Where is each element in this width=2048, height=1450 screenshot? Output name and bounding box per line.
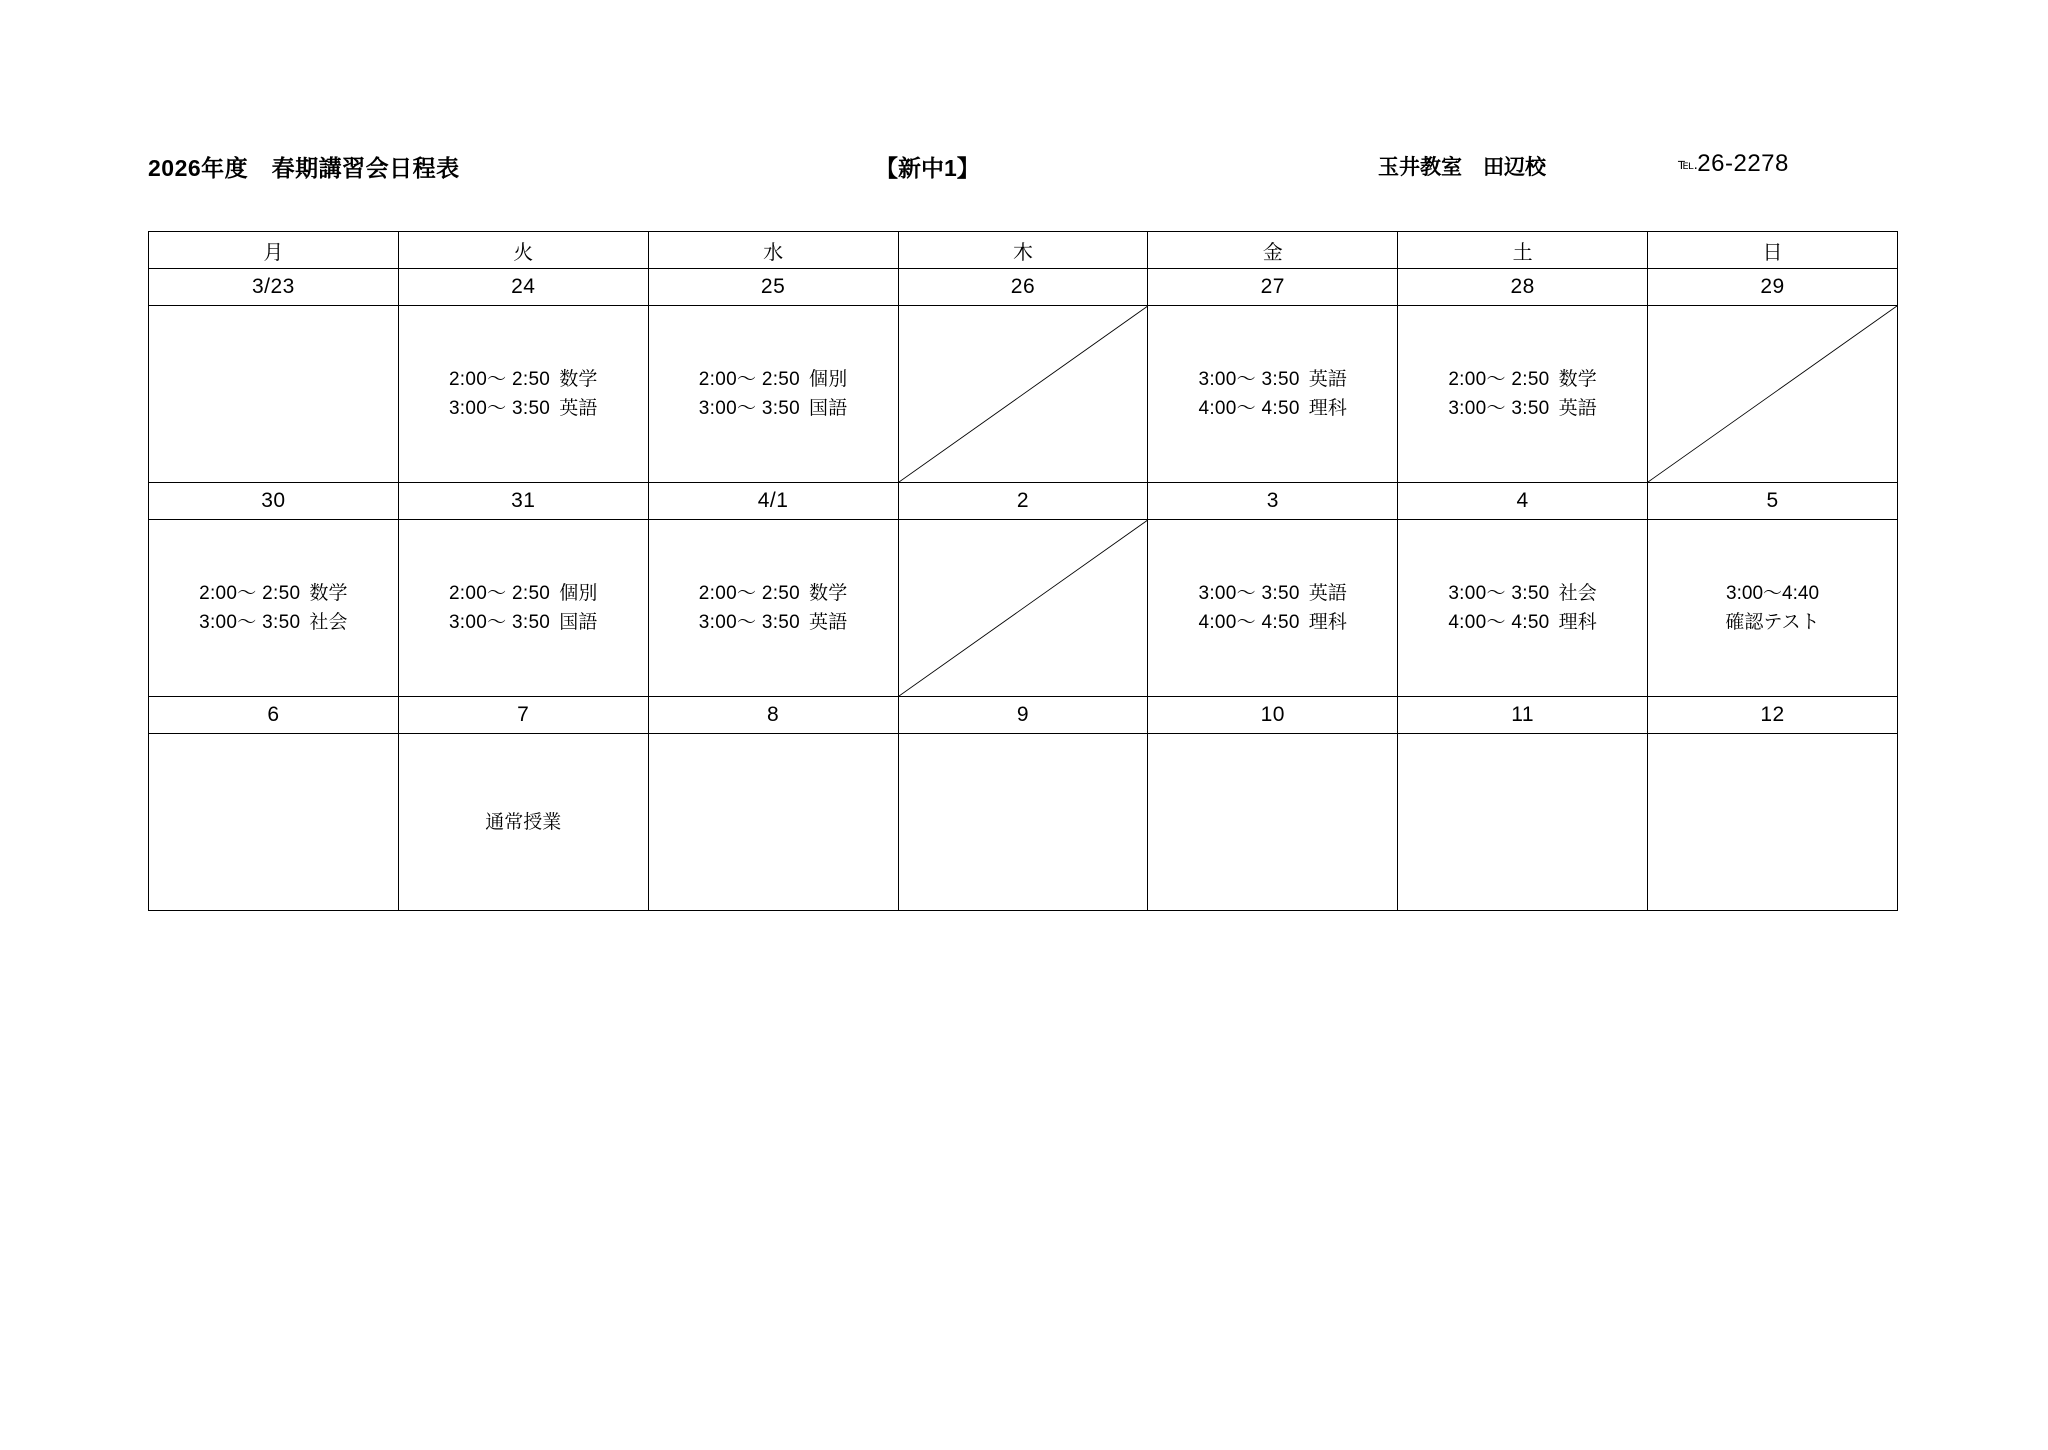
date-cell: 4/1 (648, 483, 898, 520)
document-header (148, 150, 1908, 190)
test-cell (1648, 520, 1898, 697)
date-cell: 7 (398, 697, 648, 734)
lesson-time: 2:00〜 2:50 (448, 369, 551, 390)
lesson-line (1198, 365, 1347, 394)
lesson-line (1198, 394, 1347, 423)
diagonal-strike (899, 306, 1148, 482)
date-cell: 28 (1398, 269, 1648, 306)
empty-cell (149, 306, 399, 483)
date-row (149, 269, 1898, 306)
date-cell: 3/23 (149, 269, 399, 306)
weekday-header-cell: 土 (1398, 232, 1648, 269)
lesson-line (449, 365, 598, 394)
lesson-subject: 英語 (809, 612, 848, 633)
lesson-subject: 英語 (1308, 369, 1348, 390)
lesson-time: 2:00〜 2:50 (448, 583, 551, 604)
lesson-time: 3:00〜 3:50 (1448, 398, 1550, 419)
date-cell: 11 (1398, 697, 1648, 734)
lesson-line (199, 579, 348, 608)
empty-cell (898, 734, 1148, 911)
schedule-row (149, 734, 1898, 911)
schedule-row (149, 306, 1898, 483)
lesson-time: 3:00〜 3:50 (698, 398, 801, 419)
lesson-time: 3:00〜 3:50 (448, 398, 551, 419)
lesson-subject: 理科 (1308, 612, 1348, 633)
empty-cell (648, 734, 898, 911)
date-cell: 9 (898, 697, 1148, 734)
empty-cell (1398, 734, 1648, 911)
lesson-cell (1398, 520, 1648, 697)
lesson-line (449, 579, 598, 608)
lesson-time: 3:00〜 3:50 (1448, 583, 1550, 604)
no-class-cell (1648, 306, 1898, 483)
diagonal-line-icon (899, 520, 1148, 696)
lesson-subject: 英語 (1558, 398, 1597, 419)
date-cell: 27 (1148, 269, 1398, 306)
lesson-subject: 理科 (1558, 612, 1597, 633)
date-cell: 24 (398, 269, 648, 306)
lesson-time: 3:00〜 3:50 (1198, 369, 1300, 390)
date-cell: 10 (1148, 697, 1398, 734)
date-cell: 2 (898, 483, 1148, 520)
lesson-line (199, 608, 348, 637)
empty-cell (1648, 734, 1898, 911)
date-cell: 4 (1398, 483, 1648, 520)
lesson-line (699, 394, 848, 423)
schedule-row (149, 520, 1898, 697)
lesson-subject: 国語 (559, 612, 598, 633)
lesson-subject: 社会 (309, 612, 348, 633)
lesson-line (449, 394, 598, 423)
weekday-header-cell: 木 (898, 232, 1148, 269)
empty-cell-content (149, 306, 398, 482)
date-cell: 30 (149, 483, 399, 520)
date-row (149, 697, 1898, 734)
diagonal-line-icon (1648, 306, 1897, 482)
test-line: 確認テスト (1725, 612, 1820, 633)
date-cell: 6 (149, 697, 399, 734)
lesson-line (1448, 365, 1597, 394)
lesson-subject: 個別 (559, 583, 598, 604)
lesson-cell (398, 520, 648, 697)
lesson-time: 2:00〜 2:50 (199, 583, 301, 604)
date-cell: 8 (648, 697, 898, 734)
lesson-subject: 数学 (559, 369, 598, 390)
lesson-cell (149, 520, 399, 697)
lesson-subject: 数学 (1558, 369, 1597, 390)
diagonal-strike (899, 520, 1148, 696)
page-title: 2026年度 春期講習会日程表 (148, 155, 460, 181)
empty-cell-content (899, 734, 1148, 910)
lesson-line (699, 608, 848, 637)
empty-cell-content (149, 734, 398, 910)
school-name: 玉井教室 田辺校 (1378, 156, 1546, 179)
lesson-time: 4:00〜 4:50 (1198, 398, 1300, 419)
lesson-time: 3:00〜 3:50 (1198, 583, 1300, 604)
note-cell (398, 734, 648, 911)
date-cell: 3 (1148, 483, 1398, 520)
lesson-subject: 英語 (559, 398, 598, 419)
lesson-cell (648, 306, 898, 483)
telephone (1678, 150, 1789, 178)
lesson-line (1198, 579, 1347, 608)
note-text: 通常授業 (485, 811, 562, 833)
lesson-time: 4:00〜 4:50 (1448, 612, 1550, 633)
date-cell: 31 (398, 483, 648, 520)
weekday-header-cell: 日 (1648, 232, 1898, 269)
empty-cell-content (649, 734, 898, 910)
weekday-header-cell: 水 (648, 232, 898, 269)
lesson-line (449, 608, 598, 637)
test-line: 3:00〜4:40 (1726, 583, 1820, 604)
date-cell: 5 (1648, 483, 1898, 520)
lesson-time: 4:00〜 4:50 (1198, 612, 1300, 633)
tel-label: ℡. (1678, 156, 1698, 173)
lesson-time: 2:00〜 2:50 (698, 369, 801, 390)
date-row (149, 483, 1898, 520)
lesson-line (699, 579, 848, 608)
date-cell: 26 (898, 269, 1148, 306)
lesson-cell (648, 520, 898, 697)
date-cell: 12 (1648, 697, 1898, 734)
lesson-time: 3:00〜 3:50 (448, 612, 551, 633)
lesson-cell (1148, 306, 1398, 483)
lesson-line (1198, 608, 1347, 637)
diagonal-line-icon (899, 306, 1148, 482)
lesson-line (1448, 579, 1597, 608)
weekday-header-cell: 火 (398, 232, 648, 269)
date-cell: 25 (648, 269, 898, 306)
tel-number: 26-2278 (1697, 150, 1789, 177)
lesson-cell (1398, 306, 1648, 483)
lesson-time: 2:00〜 2:50 (1448, 369, 1550, 390)
empty-cell (1148, 734, 1398, 911)
diagonal-strike (1648, 306, 1897, 482)
empty-cell-content (1648, 734, 1897, 910)
lesson-line (699, 365, 848, 394)
lesson-subject: 個別 (809, 369, 848, 390)
weekday-header-cell: 金 (1148, 232, 1398, 269)
lesson-subject: 英語 (1308, 583, 1348, 604)
lesson-time: 3:00〜 3:50 (698, 612, 801, 633)
weekday-header-cell: 月 (149, 232, 399, 269)
lesson-time: 3:00〜 3:50 (199, 612, 301, 633)
weekday-header-row (149, 232, 1898, 269)
lesson-subject: 国語 (809, 398, 848, 419)
no-class-cell (898, 306, 1148, 483)
grade-label: 【新中1】 (875, 155, 980, 181)
lesson-cell (1148, 520, 1398, 697)
lesson-time: 2:00〜 2:50 (698, 583, 801, 604)
empty-cell (149, 734, 399, 911)
empty-cell-content (1398, 734, 1647, 910)
lesson-line (1448, 394, 1597, 423)
empty-cell-content (1148, 734, 1397, 910)
lesson-subject: 数学 (309, 583, 348, 604)
lesson-subject: 数学 (809, 583, 848, 604)
no-class-cell (898, 520, 1148, 697)
lesson-line (1448, 608, 1597, 637)
schedule-table (148, 231, 1898, 911)
lesson-cell (398, 306, 648, 483)
lesson-subject: 社会 (1558, 583, 1597, 604)
lesson-subject: 理科 (1308, 398, 1348, 419)
date-cell: 29 (1648, 269, 1898, 306)
